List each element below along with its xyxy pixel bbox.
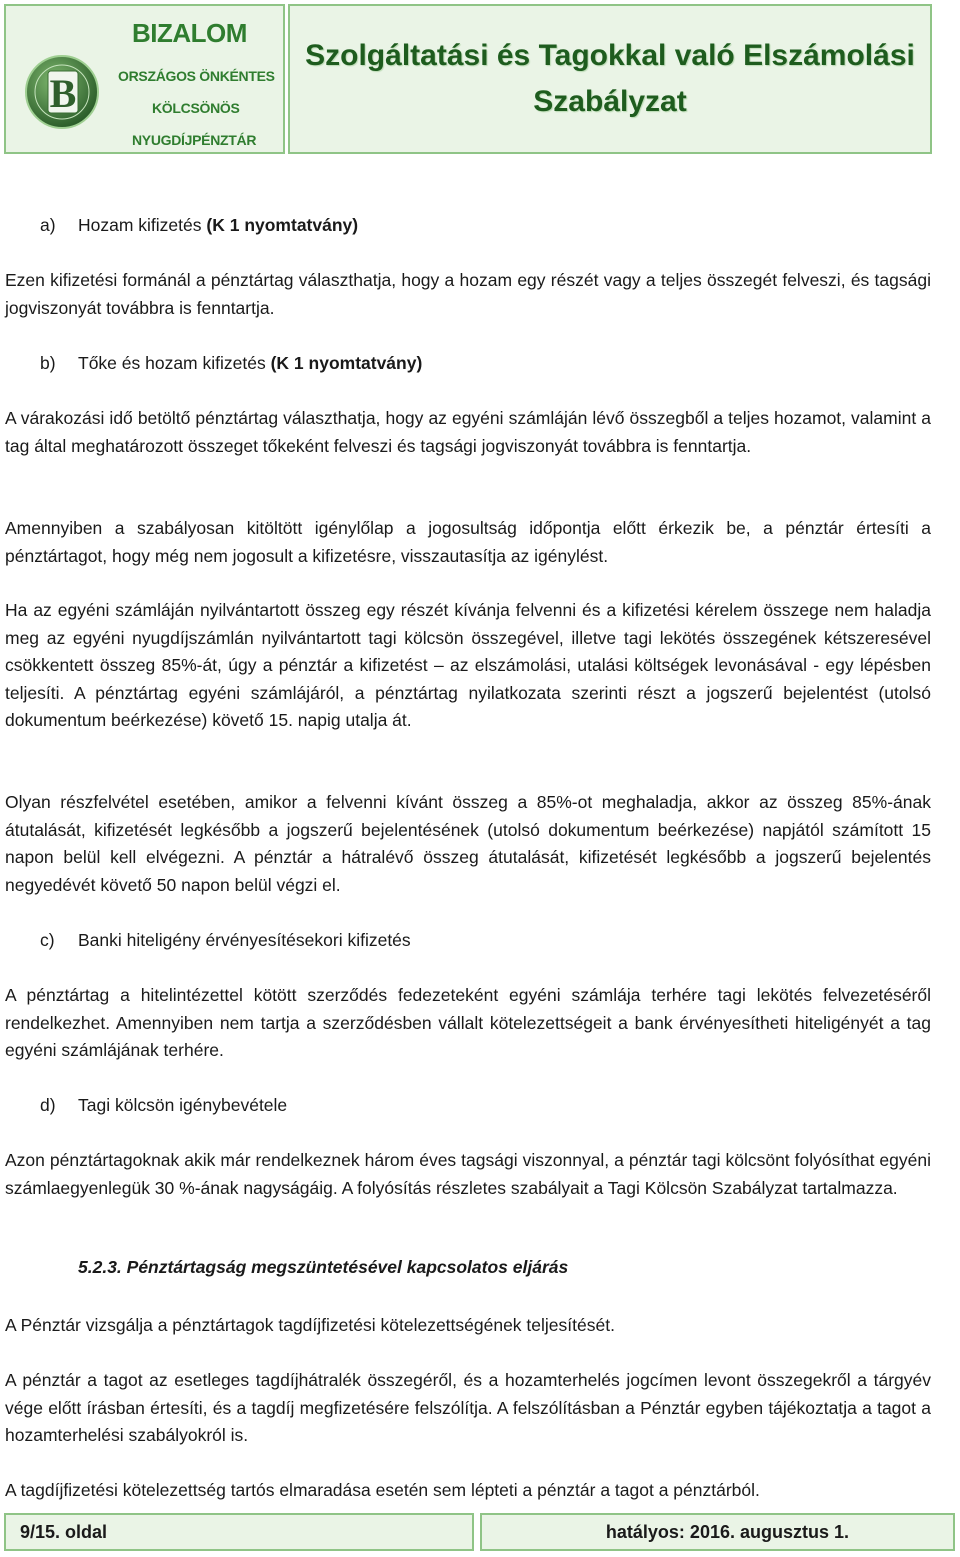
- subheading-a: [40, 212, 358, 240]
- subheading-d: [40, 1092, 287, 1120]
- svg-text:B: B: [49, 71, 77, 116]
- form-reference: (K 1 nyomtatvány): [206, 215, 359, 235]
- paragraph: Ezen kifizetési formánál a pénztártag választhatja, hogy a hozam egy részét vagy a teljes összegét felveszi, és tagsági jogviszonyát továbbra is fenntartja.: [5, 270, 931, 318]
- list-marker: d): [40, 1095, 56, 1115]
- page-header: [4, 4, 932, 154]
- paragraph: A tagdíjfizetési kötelezettség tartós elmaradása esetén sem lépteti a pénztár a tagot a pénztárból.: [5, 1480, 760, 1500]
- logo-line-3: NYUGDÍJPÉNZTÁR: [132, 132, 257, 148]
- paragraph: Olyan részfelvétel esetében, amikor a felvenni kívánt összeg a 85%-ot meghaladja, akkor az összeg 85%-ának átutalását, kifizetését legkésőbb a jogszerű bejelentésének (utolsó dokumentum beérkezése) napjától számított 15 napon belül kell elvégezni. A pénztár a hátralévő összeg átutalását, kifizetését legkésőbb a jogszerű bejelentés negyedévét követő 50 napon belül végzi el.: [5, 792, 931, 895]
- document-title-line-2: Szabályzat: [533, 85, 687, 118]
- subheading-text: Hozam kifizetés: [78, 215, 202, 235]
- paragraph: A pénztártag a hitelintézettel kötött szerződés fedezeteként egyéni számlája terhére tagi lekötés felvezetéséről rendelkezhet. Amennyiben nem tartja a szerződésben vállalt kötelezettségeit a bank érvényesítheti hiteligényét a tag egyéni számlájának terhére.: [5, 985, 931, 1060]
- page-number: 9/15. oldal: [4, 1513, 474, 1551]
- logo-line-2: KÖLCSÖNÖS: [152, 100, 240, 116]
- effective-date: hatályos: 2016. augusztus 1.: [480, 1513, 955, 1551]
- paragraph: A várakozási idő betöltő pénztártag választhatja, hogy az egyéni számláján lévő összegből a teljes hozamot, valamint a tag által meghatározott összeget tőkeként felveszi és tagsági jogviszonyát továbbra is fenntartja.: [5, 408, 931, 456]
- document-title-line-1: Szolgáltatási és Tagokkal való Elszámolási: [305, 39, 915, 72]
- fund-logo-emblem: [24, 54, 100, 130]
- logo-name: BIZALOM: [132, 18, 247, 48]
- form-reference: (K 1 nyomtatvány): [270, 353, 423, 373]
- subheading-text: Tőke és hozam kifizetés: [78, 353, 266, 373]
- logo-panel: [4, 4, 285, 154]
- subheading-text: Tagi kölcsön igénybevétele: [78, 1095, 288, 1115]
- subheading-c: [40, 927, 411, 955]
- list-marker: b): [40, 353, 56, 373]
- list-marker: a): [40, 215, 56, 235]
- logo-line-1: ORSZÁGOS ÖNKÉNTES: [118, 68, 275, 84]
- list-marker: c): [40, 930, 55, 950]
- paragraph: Ha az egyéni számláján nyilvántartott összeg egy részét kívánja felvenni és a kifizetési kérelem összege nem haladja meg az egyéni nyugdíjszámlán nyilvántartott tagi kölcsön összegével, illetve tagi lekötés összegének kétszeresével csökkentett összeg 85%-át, úgy a pénztár a kifizetést – az elszámolási, utalási költségek levonásával - egy lépésben teljesíti. A pénztártag egyéni számlájáról, a pénztártag nyilatkozata szerinti részt a jogszerű bejelentést (utolsó dokumentum beérkezése) követő 15. napig utalja át.: [5, 600, 931, 730]
- page-footer: [4, 1513, 955, 1551]
- subheading-text: Banki hiteligény érvényesítésekori kifizetés: [78, 930, 411, 950]
- section-heading: 5.2.3. Pénztártagság megszüntetésével kapcsolatos eljárás: [78, 1257, 569, 1277]
- paragraph: Amennyiben a szabályosan kitöltött igénylőlap a jogosultság időpontja előtt érkezik be, a pénztár értesíti a pénztártagot, hogy még nem jogosult a kifizetésre, visszautasítja az igénylést.: [5, 518, 931, 566]
- paragraph: A Pénztár vizsgálja a pénztártagok tagdíjfizetési kötelezettségének teljesítését.: [5, 1315, 615, 1335]
- subheading-b: [40, 350, 422, 378]
- document-title-panel: [288, 4, 932, 154]
- paragraph: A pénztár a tagot az esetleges tagdíjhátralék összegéről, és a hozamterhelés jogcímen levont összegekről a tárgyév vége előtt írásban értesíti, és a tagdíj megfizetésére felszólítja. A felszólításban a Pénztár egyben tájékoztatja a tagot a hozamterhelési szabályokról is.: [5, 1370, 931, 1445]
- paragraph: Azon pénztártagoknak akik már rendelkeznek három éves tagsági viszonnyal, a pénztár tagi kölcsönt folyósíthat egyéni számlaegyenlegük 30 %-ának nagyságáig. A folyósítás részletes szabályait a Tagi Kölcsön Szabályzat tartalmazza.: [5, 1150, 931, 1198]
